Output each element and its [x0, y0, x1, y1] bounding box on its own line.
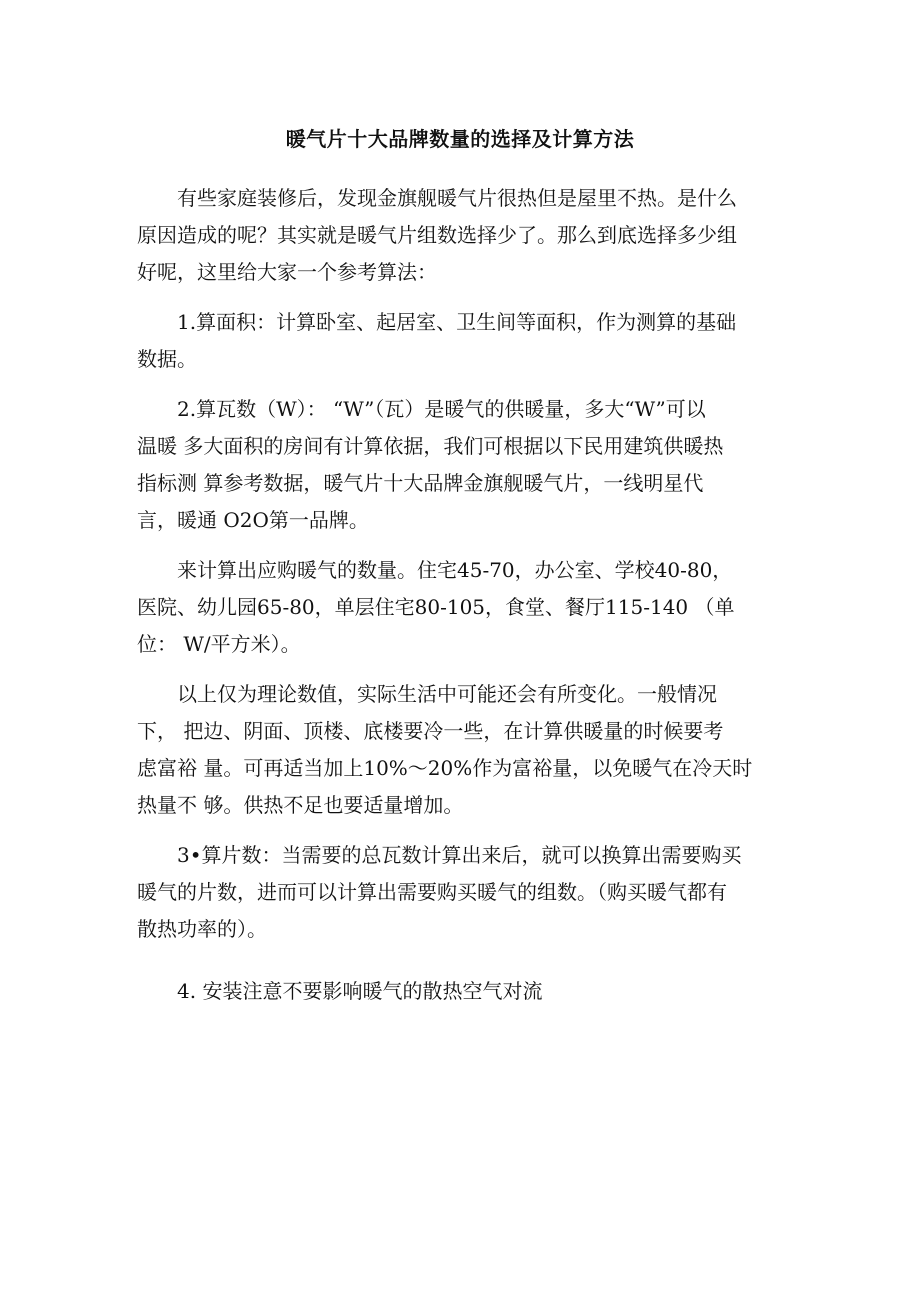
paragraph-line: 下， 把边、阴面、顶楼、底楼要冷一些，在计算供暖量的时候要考: [137, 719, 724, 743]
paragraph-line: 好呢，这里给大家一个参考算法：: [137, 260, 437, 284]
paragraph-line: 温暖 多大面积的房间有计算依据，我们可根据以下民用建筑供暖热: [137, 434, 724, 458]
paragraph-step-1: [137, 304, 789, 378]
paragraph-line: 以上仅为理论数值，实际生活中可能还会有所变化。一般情况: [177, 682, 717, 706]
paragraph-line: 暖气的片数，进而可以计算出需要购买暖气的组数。（购买暖气都有: [137, 880, 727, 904]
paragraph-notes: [137, 676, 789, 824]
paragraph-line: 2.算瓦数（W）： “W”（瓦）是暖气的供暖量，多大“W”可以: [177, 397, 706, 421]
paragraph-step-4: [137, 973, 789, 1010]
paragraph-line: 数据。: [137, 347, 197, 371]
paragraph-heating-values: [137, 552, 789, 663]
paragraph-line: 原因造成的呢？其实就是暖气片组数选择少了。那么到底选择多少组: [137, 223, 737, 247]
paragraph-line: 医院、幼儿园65-80，单层住宅80-105，食堂、餐厅115-140 （单: [137, 595, 735, 619]
paragraph-line: 有些家庭装修后，发现金旗舰暖气片很热但是屋里不热。是什么: [177, 186, 737, 210]
paragraph-line: 指标测 算参考数据，暖气片十大品牌金旗舰暖气片，一线明星代: [137, 471, 704, 495]
paragraph-line: 虑富裕 量。可再适当加上10%〜20%作为富裕量，以免暖气在冷天时: [137, 756, 753, 780]
paragraph-step-2: [137, 391, 789, 539]
paragraph-line: 1.算面积：计算卧室、起居室、卫生间等面积，作为测算的基础: [177, 310, 737, 334]
paragraph-line: 言，暖通 O2O第一品牌。: [137, 508, 369, 532]
paragraph-intro: [137, 180, 789, 291]
paragraph-line: 3•算片数：当需要的总瓦数计算出来后，就可以换算出需要购买: [177, 843, 742, 867]
document-title: 暖气片十大品牌数量的选择及计算方法: [285, 127, 635, 151]
paragraph-line: 热量不 够。供热不足也要适量增加。: [137, 793, 464, 817]
paragraph-line: 4. 安装注意不要影响暖气的散热空气对流: [177, 979, 543, 1003]
document-body: [137, 180, 789, 1010]
paragraph-line: 散热功率的）。: [137, 917, 267, 941]
paragraph-line: 来计算出应购暖气的数量。住宅45-70，办公室、学校40-80，: [177, 558, 733, 582]
paragraph-line: 位： W/平方米）。: [137, 632, 301, 656]
paragraph-step-3: [137, 837, 789, 948]
